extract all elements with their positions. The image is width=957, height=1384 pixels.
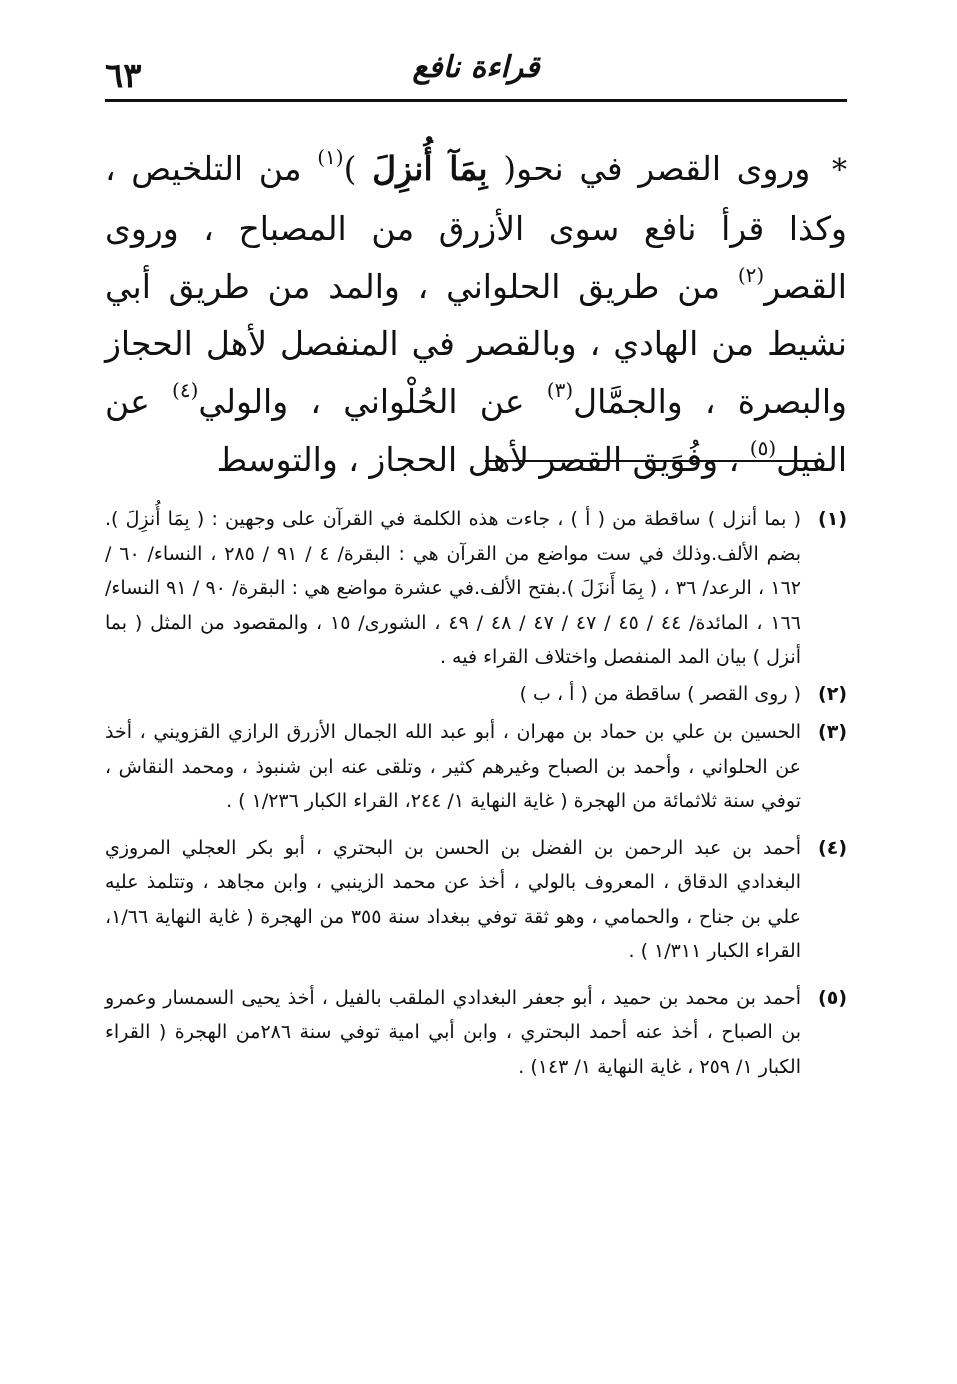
main-text-segment: ) [343,149,357,188]
footnotes [105,502,847,1084]
page-header [105,48,847,100]
main-text-segment: عن الفيل [105,382,847,479]
footnote-ref-5: (٥) [749,435,777,460]
footnote-number: (٥) [818,986,847,1009]
main-text-segment: وروى القصر في نحو( [503,149,811,188]
footnote [105,981,847,1085]
footnote-number: (٢) [818,682,847,705]
asterisk-marker: * [831,153,847,188]
footnote-separator [485,460,817,462]
main-text-segment: من طريق الحلواني ، والمد من طريق أبي نشيط من الهادي ، وبالقصر في المنفصل لأهل الحجاز والبصرة ، والجمَّال [105,266,847,422]
footnote [105,715,847,819]
footnote-ref-1: (١) [317,145,344,169]
footnote-ref-3: (٣) [546,378,574,403]
footnote-text: الحسين بن علي بن حماد بن مهران ، أبو عبد الله الجمال الأزرق الرازي القزويني ، أخذ عن الحلواني ، وأحمد بن الصباح وغيرهم كثير ، وتلقى عنه ابن شنبوذ ، ومحمد النقاش ، توفي سنة ثلاثمائة من الهجرة ( غاية النهاية ١/ ٢٤٤، القراء الكبار ١/٢٣٦ ) . [105,721,801,812]
main-paragraph [105,140,847,489]
footnote-number: (١) [818,508,847,530]
footnote-number: (٤) [818,836,847,859]
footnote-text: ( روى القصر ) ساقطة من ( أ ، ب ) [519,682,801,705]
page-number: ٦٣ [105,56,142,96]
main-text-segment: من التلخيص ، وكذا قرأ نافع سوى الأزرق من المصباح ، وروى القصر [105,149,847,306]
main-text-segment: ، وفُوَيق القصر لأهل الحجاز ، والتوسط [216,439,740,479]
footnote [105,677,847,712]
footnote-text: أحمد بن عبد الرحمن بن الفضل بن الحسن بن البحتري ، أبو بكر العجلي المروزي البغدادي الدقاق ، المعروف بالولي ، أخذ عن محمد الزينبي ، وابن مجاهد ، وتتلمذ عليه علي بن جناح ، والحمامي ، وهو ثقة توفي ببغداد سنة ٣٥٥ من الهجرة ( غاية النهاية ١/٦٦، القراء الكبار ١/٣١١ ) . [105,836,801,962]
footnote [105,502,847,675]
footnote-number: (٣) [818,721,847,743]
footnote-ref-2: (٢) [737,262,765,287]
footnote-ref-4: (٤) [172,378,199,403]
main-text-segment: عن الحُلْواني ، والولي [198,382,525,422]
running-title: قراءة نافع [412,50,540,85]
footnote-text: أحمد بن محمد بن حميد ، أبو جعفر البغدادي الملقب بالفيل ، أخذ يحيى السمسار وعمرو بن الصباح ، أخذ عنه أحمد البحتري ، وابن أبي امية توفي سنة ٢٨٦من الهجرة ( القراء الكبار ١/ ٢٥٩ ، غاية النهاية ١/ ١٤٣) . [105,986,802,1078]
quran-phrase: بِمَآ أُنزِلَ [372,149,488,188]
header-rule [105,99,847,102]
footnote [105,831,847,969]
footnote-text: ( بما أنزل ) ساقطة من ( أ ) ، جاءت هذه الكلمة في القرآن على وجهين : ( بِمَا أُنزِلَ ). بضم الألف.وذلك في ست مواضع من القرآن هي : البقرة/ ٤ / ٩١ / ٢٨٥ ، النساء/ ٦٠ / ١٦٢ ، الرعد/ ٣٦ ، ( بِمَا أَنزَلَ ).بفتح الألف.في عشرة مواضع هي : البقرة/ ٩٠ / ٩١ النساء/ ١٦٦ ، المائدة/ ٤٤ / ٤٥ / ٤٧ / ٤٧ / ٤٨ / ٤٩ ، الشورى/ ١٥ ، والمقصود من المثل ( بما أنزل ) بيان المد المنفصل واختلاف القراء فيه . [105,508,802,668]
